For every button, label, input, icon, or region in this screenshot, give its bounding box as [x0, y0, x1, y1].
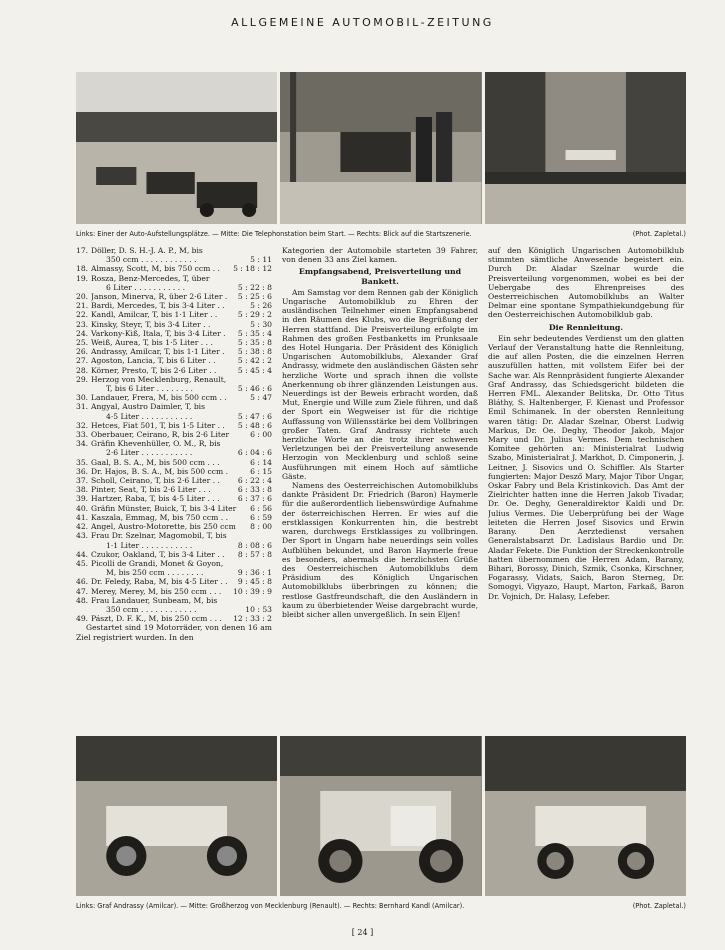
- col3-paragraph-1: Ein sehr bedeutendes Verdienst um den glatten Verlauf der Veranstaltung hatte die Rennleitung, die auf allen Posten, die die einzelnen Herren auszufüllen hatten, mit vollstem Eifer bei der Sache war. Als Rennpräsident fungierte Alexander Graf Andrassy, das Schiedsgericht bildeten die Herren FML. Alexander Belitska, Dr. Otto Titus Bláthy, S. Haltenberger, F. Kienast und Professor Emil Schimanek. In der obersten Rennleitung waren tätig: Dr. Aladar Szelnar, Oberst Ludwig Markus, Dr. Oe. Deghy, Theodor Jakob, Major Mary und Dr. Julius Vermes. Dem technischen Komitee gehörten an: Ministerialrat Ludwig Szabo, Ministerialrat J. Markhot, D. Cimponerin, J. Leitner, J. Sisovics und O. Schiffler. Als Starter fungierten: Major Desző Mary, Major Tibor Ungar, Oskar Fabry und Bela Kristinkovich. Das Amt der Zielrichter hatten inne die Herren Jakob Tivadar, Dr. Oe. Deghy, Generaldirektor Kaldi und Dr. Julius Vermes. Die Ueberprüfung bei der Wage leiteten die Herren Josef Sisovics und Erwin Barany. Den Aerztedienst versahen Generalstabsarzt Dr. Ladislaus Bardio und Dr. Aladar Fekete. Die Funktion der Streckenkontrolle hatten übernommen die Herren Adam, Barany, Bihari, Borossy, Dinich, Szmik, Csonka, Kirschner, Fogarassy, Vidats, Saich, Baron Sterneg, Dr. Somogyi, Vigyazo, Haupt, Marton, Farkaß, Baron Dr. Vojnich, Dr. Halasy, Lefeber.: [488, 333, 684, 601]
- result-entry: Gräfin Khevenhüller, O. M., R, bis: [91, 439, 221, 449]
- result-row: [76, 402, 272, 411]
- result-row: [76, 366, 272, 375]
- result-entry: Almassy, Scott, M, bis 750 ccm . .: [91, 264, 220, 274]
- result-number: 49.: [76, 614, 89, 624]
- result-row: [76, 559, 272, 568]
- result-time: 12 : 33 : 2: [233, 614, 272, 624]
- result-row: [76, 467, 272, 476]
- result-number: 22.: [76, 310, 89, 320]
- result-row: [76, 310, 272, 319]
- result-entry: T, bis 6 Liter . . . . . . . .: [106, 384, 193, 394]
- result-row: [76, 439, 272, 448]
- result-entry: Hartzer, Raba, T, bis 4·5 Liter . . .: [91, 494, 220, 504]
- result-row: [76, 531, 272, 540]
- result-entry: M, bis 250 ccm . . . . . . . .: [106, 568, 204, 578]
- result-number: 42.: [76, 522, 89, 532]
- result-entry: Körner, Presto, T, bis 2·6 Liter . .: [91, 365, 217, 375]
- result-number: 24.: [76, 328, 89, 338]
- col2-paragraph-2: Namens des Oesterreichischen Automobilklubs dankte Präsident Dr. Friedrich (Baron) Haymerle für die außerordentlich liebenswürdige Aufnahme der österreichischen Herren. Er wies auf die erstklassigen Konkurrenten hin, die bestrebt waren, durchwegs Erstklassiges zu vollbringen. Der Sport in Ungarn habe neuerdings sein volles Aufblühen bekundet, und Baron Haymerle freue es besonders, abermals die herzlichsten Grüße des Oesterreichischen Automobilklubs dem Präsidium des Königlich Ungarischen Automobilklubs überbringen zu können; die restlose Gastfreundschaft, die den Ausländern in kaum zu überbietender Weise dargebracht wurde, bleibt sicher allen unvergeßlich. In sein Eljen!: [282, 481, 478, 619]
- result-time: 6 : 14: [250, 457, 272, 467]
- results-list: [76, 246, 272, 623]
- column-results: [76, 246, 272, 726]
- result-number: 27.: [76, 356, 89, 366]
- result-time: [270, 531, 272, 540]
- top-photo-caption: Links: Einer der Auto-Aufstellungsplätze. — Mitte: Die Telephonstation beim Start. — Rechts: Blick auf die Startszenerie. (Phot. Zapletal.): [76, 230, 686, 238]
- col2-intro: Kategorien der Automobile starteten 39 Fahrer, von denen 33 ans Ziel kamen.: [282, 246, 478, 265]
- result-row: [76, 605, 272, 614]
- result-number: 40.: [76, 503, 89, 513]
- result-number: [76, 605, 91, 614]
- result-time: 5 : 35 : 8: [237, 338, 272, 348]
- result-number: [76, 384, 91, 393]
- result-row: [76, 274, 272, 283]
- result-entry: Frau Landauer, Sunbeam, M, bis: [91, 595, 218, 605]
- result-number: [76, 255, 91, 264]
- result-number: 17.: [76, 246, 89, 255]
- result-row: [76, 412, 272, 421]
- result-entry: Andrassy, Amilcar, T, bis 1·1 Liter .: [91, 347, 225, 357]
- result-row: [76, 587, 272, 596]
- photo-kandl-amilcar: [485, 736, 686, 896]
- result-row: [76, 448, 272, 457]
- result-entry: Pászt, D. F. K., M, bis 250 ccm . . .: [91, 614, 222, 624]
- result-time: 6 : 59: [250, 512, 272, 522]
- results-closing-text: Gestartet sind 19 Motorräder, von denen 16 am Ziel registriert wurden. In den: [76, 623, 272, 642]
- result-entry: Dr. Hajos, B. S. A., M, bis 500 ccm .: [91, 466, 229, 476]
- result-entry: Janson, Minerva, R, über 2·6 Liter .: [91, 292, 228, 302]
- result-entry: Kinsky, Steyr, T, bis 3·4 Liter . .: [91, 319, 211, 329]
- result-entry: Döller, D. S. H.-J. A. P., M, bis: [91, 246, 203, 255]
- result-entry: 6 Liter . . . . . . . . . . .: [106, 282, 185, 292]
- result-time: 6 : 33 : 8: [237, 485, 272, 495]
- result-entry: Picolli de Grandi, Monet & Goyon,: [91, 558, 224, 568]
- result-time: [270, 402, 272, 411]
- result-number: 43.: [76, 531, 89, 541]
- result-number: 47.: [76, 586, 89, 596]
- result-time: 5 : 30: [250, 319, 272, 329]
- result-row: [76, 255, 272, 264]
- result-row: [76, 494, 272, 503]
- result-entry: Merey, Merey, M, bis 250 ccm . . .: [91, 586, 222, 596]
- result-number: [76, 283, 91, 292]
- result-entry: 350 ccm . . . . . . . . . . . .: [106, 255, 197, 265]
- result-time: 6 : 04 : 6: [237, 448, 272, 458]
- result-entry: Kaszala, Emmag, M, bis 750 ccm . .: [91, 512, 229, 522]
- result-number: 19.: [76, 273, 89, 283]
- result-entry: Landauer, Frera, M, bis 500 ccm . .: [91, 393, 227, 403]
- result-time: 5 : 38 : 8: [237, 347, 272, 357]
- photo-start-scene: [485, 72, 686, 224]
- result-row: [76, 384, 272, 393]
- result-entry: Hetces, Fiat 501, T, bis 1·5 Liter . .: [91, 420, 225, 430]
- result-number: 18.: [76, 264, 89, 274]
- result-number: 30.: [76, 393, 89, 403]
- result-time: 5 : 46 : 6: [237, 384, 272, 394]
- result-time: 10 : 53: [245, 604, 272, 614]
- article-columns: [76, 246, 686, 726]
- result-row: [76, 513, 272, 522]
- result-time: 6 : 00: [250, 430, 272, 440]
- column-race-management: [488, 246, 684, 726]
- photo-mecklenburg-renault: [280, 736, 481, 896]
- result-number: 31.: [76, 402, 89, 412]
- bottom-photo-caption: Links: Graf Andrassy (Amilcar). — Mitte: Großherzog von Mecklenburg (Renault). — Rechts: Bernhard Kandl (Amilcar). (Phot. Zapletal.): [76, 902, 686, 910]
- result-row: [76, 568, 272, 577]
- col2-paragraph-1: Am Samstag vor dem Rennen gab der Königlich Ungarische Automobilklub zu Ehren der ausländischen Teilnehmer einen Empfangsabend in den Räumen des Klubs, wo die Begrüßung der Herren stattfand. Die Preisverteilung erfolgte im Rahmen des großen Festbanketts im Prunksaale des Hotel Hungaria. Der Präsident des Königlich Ungarischen Automobilklubs, Alexander Graf Andrassy, widmete den ausländischen Gästen sehr herzliche Worte und sprach ihnen die vollste Anerkennung ob ihrer glänzenden Leistungen aus. Neuerdings ist der Beweis erbracht worden, daß Mut, Energie und Wille zum Ziele führen, und daß der Sport ein Wegweiser ist für die richtige Auffassung von Willensstärke bei dem Vollbringen großer Taten. Graf Andrassy richtete auch herzliche Worte an die trotz ihrer schweren Verletzungen bei der Preisverteilung anwesende Herzogin von Mecklenburg und schloß seine Ausführungen mit einem Hoch auf sämtliche Gäste.: [282, 287, 478, 481]
- result-entry: Oberbauer, Ceirano, R, bis 2·6 Liter: [91, 430, 230, 440]
- col3-intro: auf den Königlich Ungarischen Automobilklub stimmten sämtliche Anwesende begeistert ein. Durch Dr. Aladar Szelnar wurde die Preisverteilung vorgenommen, wobei es bei der Uebergabe des Ehrenpreises des Oesterreichischen Automobilklubs an Walter Delmar eine spontane Sympathiekundgebung für den Oesterreichischen Automobilklub gab.: [488, 246, 684, 320]
- result-number: 38.: [76, 485, 89, 495]
- result-time: 8 : 08 : 6: [237, 540, 272, 550]
- result-entry: Kandl, Amilcar, T, bis 1·1 Liter . .: [91, 310, 218, 320]
- result-time: 8 : 57 : 8: [237, 549, 272, 559]
- result-row: [76, 421, 272, 430]
- result-time: [270, 246, 272, 255]
- result-number: 23.: [76, 319, 89, 329]
- result-entry: 1·1 Liter . . . . . . . . . . .: [106, 540, 193, 550]
- result-row: [76, 329, 272, 338]
- result-time: 5 : 35 : 4: [237, 328, 272, 338]
- result-number: 25.: [76, 338, 89, 348]
- result-number: 36.: [76, 466, 89, 476]
- result-entry: 4·5 Liter . . . . . . . . . . .: [106, 411, 193, 421]
- result-number: 33.: [76, 430, 89, 440]
- photo-credit: (Phot. Zapletal.): [632, 230, 686, 238]
- result-time: 5 : 11: [250, 255, 272, 265]
- result-row: [76, 522, 272, 531]
- result-time: 10 : 39 : 9: [233, 586, 272, 596]
- result-entry: Angyal, Austro Daimler, T, bis: [91, 402, 206, 412]
- result-number: 29.: [76, 374, 89, 384]
- result-time: 9 : 36 : 1: [237, 568, 272, 578]
- result-number: [76, 448, 91, 457]
- result-time: 6 : 15: [250, 466, 272, 476]
- result-entry: Varkony-Kiß, Itala, T, bis 3·4 Liter .: [91, 328, 226, 338]
- result-entry: Frau Dr. Szelnar, Magomobil, T, bis: [91, 531, 227, 541]
- result-time: [270, 274, 272, 283]
- result-number: 41.: [76, 512, 89, 522]
- result-entry: Dr. Feledy, Raba, M, bis 4·5 Liter . .: [91, 577, 228, 587]
- result-entry: Czukor, Oakland, T, bis 3·4 Liter . .: [91, 549, 225, 559]
- photo-andrassy-amilcar: [76, 736, 277, 896]
- result-time: 5 : 22 : 8: [237, 282, 272, 292]
- result-time: 5 : 25 : 6: [237, 292, 272, 302]
- result-row: [76, 430, 272, 439]
- result-row: [76, 292, 272, 301]
- result-row: [76, 320, 272, 329]
- result-time: [270, 375, 272, 384]
- result-row: [76, 485, 272, 494]
- result-entry: Agoston, Lancia, T, bis 6 Liter . .: [91, 356, 216, 366]
- result-row: [76, 246, 272, 255]
- result-row: [76, 596, 272, 605]
- result-entry: Bardi, Mercedes, T, bis 3·4 Liter . .: [91, 301, 225, 311]
- result-row: [76, 347, 272, 356]
- result-number: 48.: [76, 595, 89, 605]
- result-entry: Pinter, Seat, T, bis 2·6 Liter . . .: [91, 485, 211, 495]
- result-row: [76, 356, 272, 365]
- result-row: [76, 577, 272, 586]
- result-number: [76, 541, 91, 550]
- result-row: [76, 476, 272, 485]
- result-time: [270, 596, 272, 605]
- result-number: 44.: [76, 549, 89, 559]
- result-entry: Rosza, Benz-Mercedes, T, über: [91, 273, 210, 283]
- column-banquet: [282, 246, 478, 726]
- result-row: [76, 541, 272, 550]
- result-row: [76, 301, 272, 310]
- result-row: [76, 283, 272, 292]
- result-entry: Gaal, B. S. A., M, bis 500 ccm . . .: [91, 457, 220, 467]
- result-entry: Weiß, Aurea, T, bis 1·5 Liter . . .: [91, 338, 213, 348]
- result-number: 28.: [76, 365, 89, 375]
- result-number: 39.: [76, 494, 89, 504]
- result-row: [76, 338, 272, 347]
- result-number: 45.: [76, 558, 89, 568]
- result-number: 46.: [76, 577, 89, 587]
- result-time: 9 : 45 : 8: [237, 577, 272, 587]
- result-time: 5 : 42 : 2: [237, 356, 272, 366]
- result-time: 5 : 29 : 2: [237, 310, 272, 320]
- result-number: [76, 568, 91, 577]
- result-entry: Gräfin Münster, Buick, T, bis 3·4 Liter: [91, 503, 237, 513]
- result-time: 5 : 26: [250, 301, 272, 311]
- result-time: [270, 439, 272, 448]
- photo-telephone-station: [280, 72, 481, 224]
- result-time: 5 : 18 : 12: [233, 264, 272, 274]
- result-entry: Herzog von Mecklenburg, Renault,: [91, 374, 227, 384]
- result-time: 6 : 56: [250, 503, 272, 513]
- result-time: 5 : 47: [250, 393, 272, 403]
- result-row: [76, 264, 272, 273]
- result-entry: Scholl, Ceirano, T, bis 2·6 Liter . .: [91, 476, 220, 486]
- result-row: [76, 375, 272, 384]
- heading-race-management: Die Rennleitung.: [548, 322, 624, 332]
- result-time: 6 : 37 : 6: [237, 494, 272, 504]
- result-time: 8 : 00: [250, 522, 272, 532]
- result-number: 26.: [76, 347, 89, 357]
- result-time: 5 : 45 : 4: [237, 365, 272, 375]
- result-time: [270, 559, 272, 568]
- result-number: 21.: [76, 301, 89, 311]
- result-number: 35.: [76, 457, 89, 467]
- result-row: [76, 458, 272, 467]
- result-number: 20.: [76, 292, 89, 302]
- bottom-photo-row: [76, 736, 686, 896]
- photo-credit: (Phot. Zapletal.): [632, 902, 686, 910]
- result-number: [76, 412, 91, 421]
- result-number: 34.: [76, 439, 89, 449]
- result-time: 5 : 48 : 6: [237, 420, 272, 430]
- page-header: ALLGEMEINE AUTOMOBIL-ZEITUNG: [231, 16, 494, 29]
- result-row: [76, 393, 272, 402]
- result-row: [76, 550, 272, 559]
- result-time: 5 : 47 : 6: [237, 411, 272, 421]
- result-row: [76, 504, 272, 513]
- top-photo-row: [76, 72, 686, 224]
- page-number: [ 24 ]: [351, 928, 374, 937]
- result-number: 32.: [76, 420, 89, 430]
- heading-banquet: Empfangsabend, Preisverteilung und Bankett.: [298, 267, 462, 286]
- result-row: [76, 614, 272, 623]
- photo-parking-area: [76, 72, 277, 224]
- result-time: 6 : 22 : 4: [237, 476, 272, 486]
- result-number: 37.: [76, 476, 89, 486]
- result-entry: 2·6 Liter . . . . . . . . . . .: [106, 448, 193, 458]
- result-entry: 350 ccm . . . . . . . . . . . .: [106, 604, 197, 614]
- result-entry: Angel, Austro-Motorette, bis 250 ccm: [91, 522, 236, 532]
